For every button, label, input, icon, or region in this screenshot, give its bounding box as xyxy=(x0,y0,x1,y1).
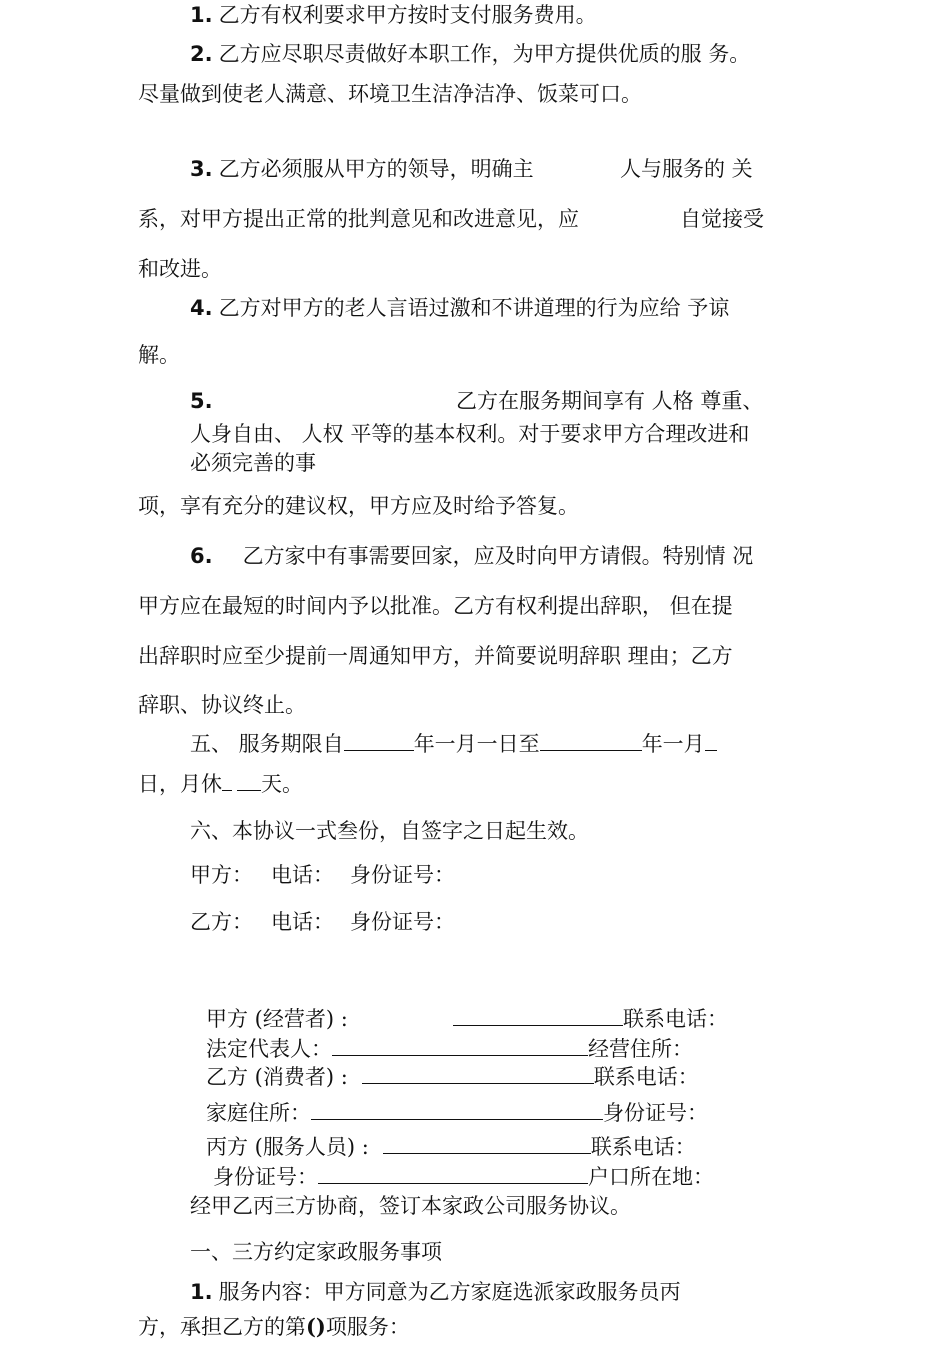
form-row-legal-rep xyxy=(206,1034,693,1064)
clause-1 xyxy=(190,0,597,30)
party-a-id-label: 身份证号： xyxy=(350,863,455,887)
party-a-operator-blank[interactable] xyxy=(453,1005,623,1026)
intro-paragraph: 经甲乙丙三方协商，签订本家政公司服务协议。 xyxy=(190,1194,631,1218)
clause-2-line-2: 尽量做到使老人满意、环境卫生洁净洁净、饭菜可口。 xyxy=(138,82,642,106)
rest-days-label: 天。 xyxy=(261,772,303,796)
party-b-phone-label: 电话： xyxy=(271,910,334,934)
contact-phone-label: 联系电话： xyxy=(593,1065,699,1089)
household-register-label: 户口所在地： xyxy=(588,1165,714,1189)
service-item-1 xyxy=(190,1277,681,1307)
item-text-b: 方，承担乙方的第 xyxy=(138,1315,306,1339)
clause-3 xyxy=(190,154,534,184)
service-term-line-2 xyxy=(138,769,303,799)
start-year-blank[interactable] xyxy=(344,730,414,751)
id-number-label: 身份证号： xyxy=(603,1101,708,1125)
service-term-mid: 年一月一日至 xyxy=(413,732,540,756)
party-b-consumer-label: 乙方 (消费者) : xyxy=(206,1065,348,1089)
clause-number: 1. xyxy=(190,3,213,27)
clause-4 xyxy=(190,293,729,323)
clause-5-line-3: 必须完善的事 xyxy=(190,451,316,475)
legal-rep-blank[interactable] xyxy=(332,1035,588,1056)
party-c-staff-blank[interactable] xyxy=(383,1133,591,1154)
clause-3-continue: 人与服务的 关 xyxy=(620,157,753,181)
clause-text: 乙方有权利要求甲方按时支付服务费用。 xyxy=(218,3,597,27)
clause-5-line-4: 项，享有充分的建议权，甲方应及时给予答复。 xyxy=(138,494,579,518)
form-row-party-a xyxy=(206,1004,348,1034)
clause-6-line-4: 辞职、协议终止。 xyxy=(138,693,306,717)
form-row-home-address xyxy=(206,1098,708,1128)
service-term-label: 五、 服务期限自 xyxy=(190,732,344,756)
signature-party-b xyxy=(190,907,455,937)
party-b-id-label: 身份证号： xyxy=(350,910,455,934)
clause-text: 乙方家中有事需要回家，应及时向甲方请假。特别情 况 xyxy=(242,544,754,568)
clause-5-line-2: 人身自由、 人权 平等的基本权利。对于要求甲方合理改进和 xyxy=(190,422,750,446)
clause-6-line-3: 出辞职时应至少提前一周通知甲方，并简要说明辞职 理由；乙方 xyxy=(138,644,733,668)
form-row-party-b xyxy=(206,1062,699,1092)
rest-days-blank[interactable] xyxy=(237,770,261,791)
clause-6 xyxy=(190,541,753,571)
clause-3-line-2-continue: 自觉接受 xyxy=(680,207,764,231)
item-text: 服务内容：甲方同意为乙方家庭选派家政服务员丙 xyxy=(218,1280,681,1304)
watermark xyxy=(680,92,779,105)
contact-phone-label: 联系电话： xyxy=(590,1135,696,1159)
service-item-1-line-2 xyxy=(138,1312,410,1342)
id-number-label: 身份证号： xyxy=(213,1165,318,1189)
day-label: 日，月休 xyxy=(138,772,222,796)
section-heading-1: 一、三方约定家政服务事项 xyxy=(190,1240,442,1264)
home-address-label: 家庭住所： xyxy=(206,1101,311,1125)
clause-number: 5. xyxy=(190,389,213,413)
form-row-party-a-right xyxy=(453,1004,728,1034)
item-blank-parens: () xyxy=(306,1314,326,1339)
party-b-consumer-blank[interactable] xyxy=(362,1063,594,1084)
clause-text: 乙方应尽职尽责做好本职工作，为甲方提供优质的服 务。 xyxy=(218,42,751,66)
business-address-label: 经营住所： xyxy=(588,1037,693,1061)
clause-6-line-2: 甲方应在最短的时间内予以批准。乙方有权利提出辞职， 但在提 xyxy=(138,594,733,618)
clause-text: 乙方必须服从甲方的领导，明确主 xyxy=(218,157,534,181)
party-a-operator-label: 甲方 (经营者) : xyxy=(206,1007,348,1031)
id-number-blank[interactable] xyxy=(318,1163,588,1184)
clause-3-line-3: 和改进。 xyxy=(138,257,222,281)
form-row-id-number xyxy=(213,1162,714,1192)
end-year-blank[interactable] xyxy=(540,730,642,751)
home-address-blank[interactable] xyxy=(311,1099,603,1120)
party-a-phone-label: 电话： xyxy=(271,863,334,887)
clause-4-line-2: 解。 xyxy=(138,343,180,367)
service-term-end: 年一月 xyxy=(641,732,705,756)
contact-phone-label: 联系电话： xyxy=(623,1007,728,1031)
clause-text: 乙方对甲方的老人言语过激和不讲道理的行为应给 予谅 xyxy=(218,296,730,320)
party-b-label: 乙方： xyxy=(190,910,253,934)
item-number: 1. xyxy=(190,1280,213,1304)
legal-rep-label: 法定代表人： xyxy=(206,1037,332,1061)
clause-number: 6. xyxy=(190,544,213,568)
signature-party-a xyxy=(190,860,455,890)
clause-5-text: 乙方在服务期间享有 人格 尊重、 xyxy=(456,389,764,413)
clause-number: 2. xyxy=(190,42,213,66)
item-text-c: 项服务： xyxy=(325,1315,410,1339)
clause-5-number xyxy=(190,386,219,416)
clause-3-line-2: 系，对甲方提出正常的批判意见和改进意见，应 xyxy=(138,207,579,231)
section-6: 六、本协议一式叁份，自签字之日起生效。 xyxy=(190,819,589,843)
clause-2 xyxy=(190,39,750,69)
party-a-label: 甲方： xyxy=(190,863,253,887)
clause-number: 4. xyxy=(190,296,213,320)
form-row-party-c xyxy=(206,1132,696,1162)
party-c-staff-label: 丙方 (服务人员) : xyxy=(206,1135,369,1159)
service-term-line xyxy=(190,729,717,759)
clause-number: 3. xyxy=(190,157,213,181)
rest-blank-a[interactable] xyxy=(222,770,232,791)
end-day-blank[interactable] xyxy=(705,730,717,751)
